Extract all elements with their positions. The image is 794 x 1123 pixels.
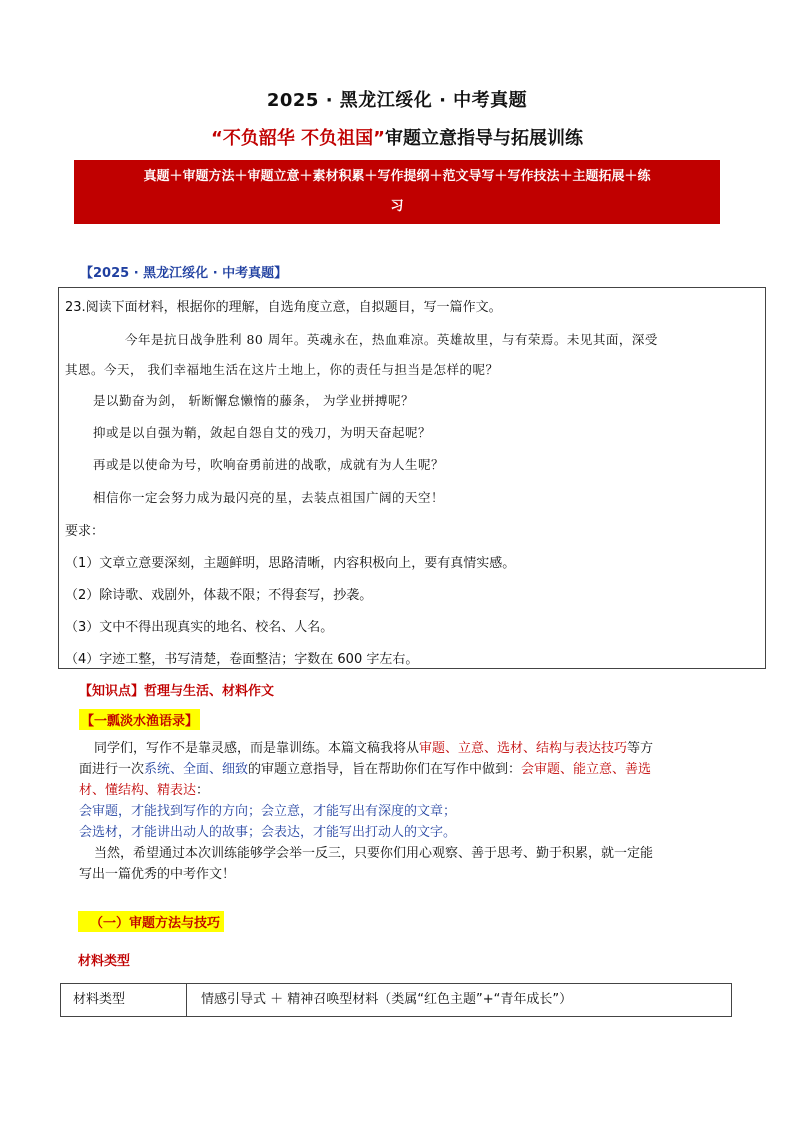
- banner-line-2: 习: [390, 199, 404, 214]
- quote-text: 等方: [627, 741, 654, 756]
- quote-text: 同学们，写作不是靠灵感，而是靠训练。本篇文稿我将从: [94, 741, 420, 756]
- document-title: 2025 · 黑龙江绥化 · 中考真题: [266, 90, 528, 111]
- knowledge-point: [79, 680, 274, 699]
- quote-paragraph-line: 当然，希望通过本次训练能够学会举一反三，只要你们用心观察、善于思考、勤于积累，就一定能: [94, 846, 654, 861]
- material-type-table: [60, 983, 732, 1017]
- subtitle-rest: 审题立意指导与拓展训练: [384, 128, 583, 149]
- quote-paragraph-line: [79, 758, 651, 777]
- quote-paragraph-line: 写出一篇优秀的中考作文！: [79, 867, 236, 882]
- table-cell-label: 材料类型: [61, 984, 187, 1016]
- material-line: 其恩。今天， 我们幸福地生活在这片土地上，你的责任与担当是怎样的呢？: [65, 362, 499, 377]
- material-line: 再或是以使命为号，吹响奋勇前进的战歌，成就有为人生呢？: [93, 457, 445, 472]
- requirement-item: （3）文中不得出现真实的地名、校名、人名。: [65, 620, 334, 635]
- quote-paragraph-line: 会审题，才能找到写作的方向；会立意，才能写出有深度的文章；: [79, 804, 457, 819]
- knowledge-label: 【知识点】: [79, 684, 145, 699]
- content-outline-banner: [74, 160, 720, 224]
- quote-paragraph-line: 会选材，才能讲出动人的故事；会表达，才能写出打动人的文字。: [79, 825, 457, 840]
- requirement-item: （2）除诗歌、戏剧外，体裁不限；不得套写，抄袭。: [65, 588, 373, 603]
- requirement-item: （1）文章立意要深刻，主题鲜明，思路清晰，内容积极向上，要有真情实感。: [65, 556, 516, 571]
- material-line: 今年是抗日战争胜利 80 周年。英魂永在，热血难凉。英雄故里，与有荣焉。未见其面，深受: [125, 332, 658, 347]
- material-line: 抑或是以自强为鞘，敛起自怨自艾的残刀，为明天奋起呢？: [93, 425, 432, 440]
- table-cell-value: 情感引导式 ＋ 精神召唤型材料（类属“红色主题”+“青年成长”）: [201, 992, 573, 1007]
- quote-text: 面进行一次: [79, 762, 145, 777]
- exam-section-label: 【2025 · 黑龙江绥化 · 中考真题】: [80, 266, 288, 281]
- quote-highlight-red: 材、懂结构、精表达: [79, 783, 197, 798]
- quote-paragraph-line: [79, 779, 209, 798]
- quote-text: ：: [196, 783, 210, 798]
- material-line: 相信你一定会努力成为最闪亮的星，去装点祖国广阔的天空！: [93, 490, 445, 505]
- quote-text: 的审题立意指导，旨在帮助你们在写作中做到：: [248, 762, 522, 777]
- subtitle-quoted-theme: “不负韶华 不负祖国”: [211, 128, 385, 149]
- quote-paragraph-line: [94, 737, 653, 756]
- quote-highlight-red: 会审题、能立意、善选: [521, 762, 652, 777]
- quote-section-title: 【一瓢淡水渔语录】: [79, 709, 200, 730]
- requirements-label: 要求：: [65, 524, 105, 539]
- quote-highlight-red: 审题、立意、选材、结构与表达技巧: [419, 741, 628, 756]
- material-type-heading: 材料类型: [78, 954, 131, 969]
- quote-highlight-blue: 系统、全面、细致: [144, 762, 249, 777]
- section-heading-review-methods: （一）审题方法与技巧: [78, 911, 224, 932]
- banner-line-1: 真题＋审题方法＋审题立意＋素材积累＋写作提纲＋范文导写＋写作技法＋主题拓展＋练: [143, 169, 651, 184]
- knowledge-value: 哲理与生活、材料作文: [144, 684, 275, 699]
- question-box: [58, 287, 766, 669]
- requirement-item: （4）字迹工整，书写清楚，卷面整洁；字数在 600 字左右。: [65, 652, 419, 667]
- document-subtitle: [0, 124, 794, 150]
- material-line: 是以勤奋为剑， 斩断懈怠懒惰的藤条， 为学业拼搏呢？: [93, 393, 414, 408]
- question-prompt: 23.阅读下面材料，根据你的理解，自选角度立意，自拟题目，写一篇作文。: [65, 300, 502, 315]
